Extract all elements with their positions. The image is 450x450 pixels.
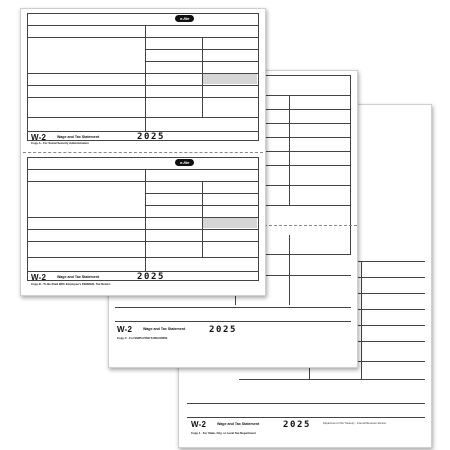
perforation-line (23, 152, 263, 153)
form-title: Wage and Tax Statement (57, 275, 100, 279)
copy-designation: Copy B - To Be Filed With Employee's FEDERAL Tax Return (31, 282, 111, 286)
form-year: 2025 (137, 132, 166, 142)
efile-badge: e-file (175, 159, 194, 166)
form-year: 2025 (137, 272, 166, 282)
efile-badge: e-file (175, 15, 194, 22)
department-line: Department of the Treasury - Internal Revenue Service (323, 422, 387, 425)
form-title: Wage and Tax Statement (217, 422, 260, 426)
copy-designation: Copy 1 - For State, City, or Local Tax Department (191, 431, 256, 435)
copy-designation: Copy C - For EMPLOYEE'S RECORDS (117, 336, 168, 340)
form-year: 2025 (283, 420, 312, 430)
form-name: W-2 (191, 420, 207, 429)
w2-copy (27, 13, 259, 145)
form-sheet-front (20, 8, 266, 296)
form-name: W-2 (31, 273, 47, 282)
form-name: W-2 (117, 325, 133, 334)
copy-designation: Copy A - For Social Security Administration (31, 141, 89, 145)
form-title: Wage and Tax Statement (57, 135, 100, 139)
w2-copy (27, 157, 259, 289)
form-year: 2025 (209, 325, 238, 335)
form-name: W-2 (31, 133, 47, 142)
form-title: Wage and Tax Statement (143, 327, 186, 331)
